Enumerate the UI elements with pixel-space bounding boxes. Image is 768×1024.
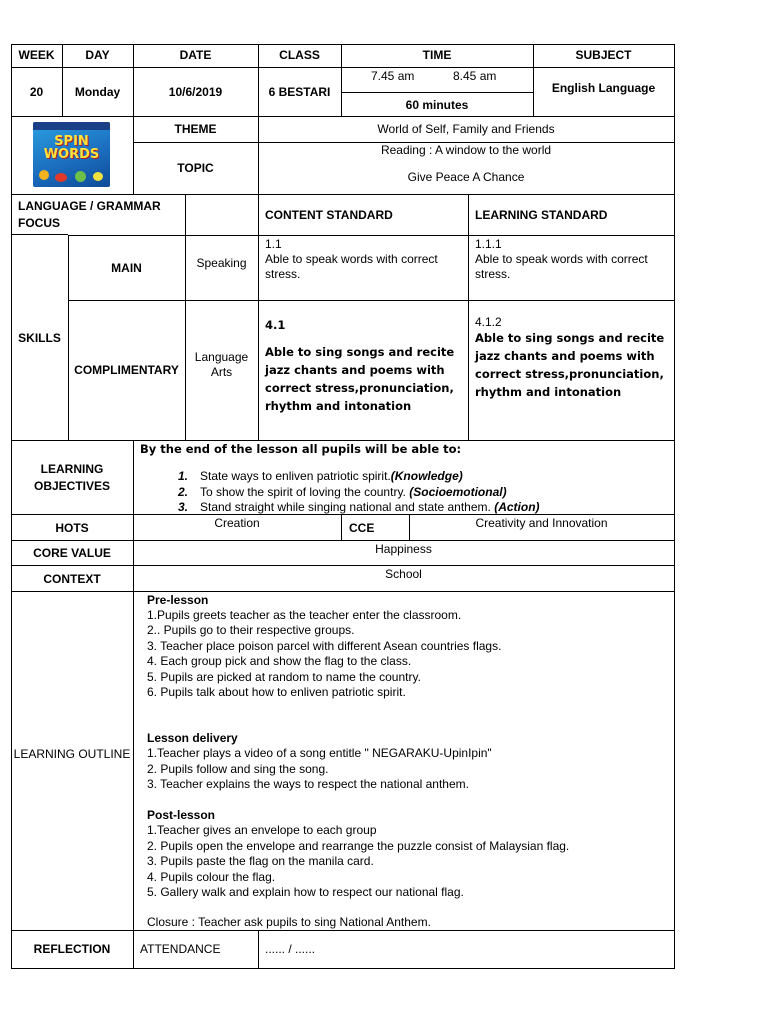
complimentary-skill-type: Language Arts [194,350,249,379]
date-header: DATE [179,48,212,62]
outline-item: 5. Pupils are picked at random to name the country. [147,670,421,684]
class-header: CLASS [279,48,320,62]
outline-item: 5. Gallery walk and explain how to respect our national flag. [147,885,464,899]
objective-item [200,485,507,500]
objective-number: 3. [178,500,189,514]
duration-value: 60 minutes [405,98,469,112]
hots-label: HOTS [55,521,89,535]
objective-text: State ways to enliven patriotic spirit. [200,469,391,483]
main-skill-type: Speaking [196,256,247,270]
outline-item: 2. Pupils follow and sing the song. [147,762,329,776]
hots-value: Creation [214,516,260,530]
objective-number: 1. [178,469,189,483]
theme-value: World of Self, Family and Friends [377,122,555,136]
outline-item: 4. Each group pick and show the flag to the class. [147,654,412,668]
outline-item: 4. Pupils colour the flag. [147,870,276,884]
objective-text: To show the spirit of loving the country. [200,485,406,499]
topic-value-1: Reading : A window to the world [380,143,552,157]
skills-label: SKILLS [18,331,61,345]
lesson-delivery-title: Lesson delivery [147,731,238,745]
main-cs-code: 1.1 [265,237,282,251]
time-end: 8.45 am [453,69,497,83]
subject-value: English Language [551,81,656,95]
date-value: 10/6/2019 [168,85,223,99]
topic-value-2: Give Peace A Chance [407,170,525,184]
learning-outline-label: LEARNING OUTLINE [13,747,131,761]
cce-value: Creativity and Innovation [475,516,608,530]
grammar-focus-label: LANGUAGE / GRAMMAR FOCUS [18,199,161,230]
outline-item: 2.. Pupils go to their respective groups. [147,623,355,637]
objective-tag: (Action) [494,500,540,514]
outline-item: 3. Pupils paste the flag on the manila card. [147,854,374,868]
outline-item: 1.Pupils greets teacher as the teacher enter the classroom. [147,608,462,622]
reflection-label: REFLECTION [33,942,111,956]
week-header: WEEK [18,48,55,62]
comp-cs-text: Able to sing songs and recite jazz chants and poems with correct stress,pronunciation, rhythm and intonation [265,345,455,413]
theme-label: THEME [174,122,217,136]
outline-item: 3. Teacher place poison parcel with different Asean countries flags. [147,639,502,653]
day-value: Monday [74,85,121,99]
topic-label: TOPIC [177,161,214,175]
objective-tag: (Socioemotional) [409,485,507,499]
objective-number: 2. [178,485,189,499]
core-value: Happiness [375,542,432,556]
week-value: 20 [29,85,44,99]
outline-item: 2. Pupils open the envelope and rearrange the puzzle consist of Malaysian flag. [147,839,570,853]
outline-item: 6. Pupils talk about how to enliven patriotic spirit. [147,685,406,699]
main-cs-text: Able to speak words with correct stress. [265,252,438,281]
objective-tag: (Knowledge) [390,469,463,483]
learning-standard-header: LEARNING STANDARD [475,208,608,222]
main-ls-text: Able to speak words with correct stress. [475,252,648,281]
time-header: TIME [422,48,452,62]
comp-cs-code: 4.1 [265,318,286,332]
objective-item [200,469,463,484]
context-label: CONTEXT [43,572,101,586]
pre-lesson-title: Pre-lesson [147,593,209,607]
main-ls-code: 1.1.1 [475,237,502,251]
complimentary-skill-label: COMPLIMENTARY [74,363,179,377]
closure-text: Closure : Teacher ask pupils to sing National Anthem. [147,915,431,929]
class-value: 6 BESTARI [268,85,331,99]
post-lesson-title: Post-lesson [147,808,216,822]
comp-ls-code: 4.1.2 [475,315,502,329]
comp-ls-text: Able to sing songs and recite jazz chants and poems with correct stress,pronunciation, rhythm and intonation [475,331,665,399]
book-cover-title: SPIN WORDS [43,134,100,162]
content-standard-header: CONTENT STANDARD [265,208,393,222]
day-header: DAY [85,48,110,62]
core-value-label: CORE VALUE [33,546,111,560]
time-start: 7.45 am [371,69,415,83]
book-cover-image [33,122,110,187]
outline-item: 1.Teacher gives an envelope to each group [147,823,377,837]
outline-item: 3. Teacher explains the ways to respect the national anthem. [147,777,469,791]
attendance-label: ATTENDANCE [140,942,221,956]
objective-text: Stand straight while singing national and state anthem. [200,500,491,514]
cce-label: CCE [349,521,375,535]
context-value: School [385,567,422,581]
objectives-label: LEARNING OBJECTIVES [33,462,111,493]
main-skill-label: MAIN [111,261,142,275]
subject-header: SUBJECT [575,48,632,62]
objectives-intro: By the end of the lesson all pupils will be able to: [140,442,462,456]
objective-item [200,500,540,515]
outline-item: 1.Teacher plays a video of a song entitle " NEGARAKU-UpinIpin" [147,746,492,760]
attendance-value: ...... / ...... [265,942,316,956]
